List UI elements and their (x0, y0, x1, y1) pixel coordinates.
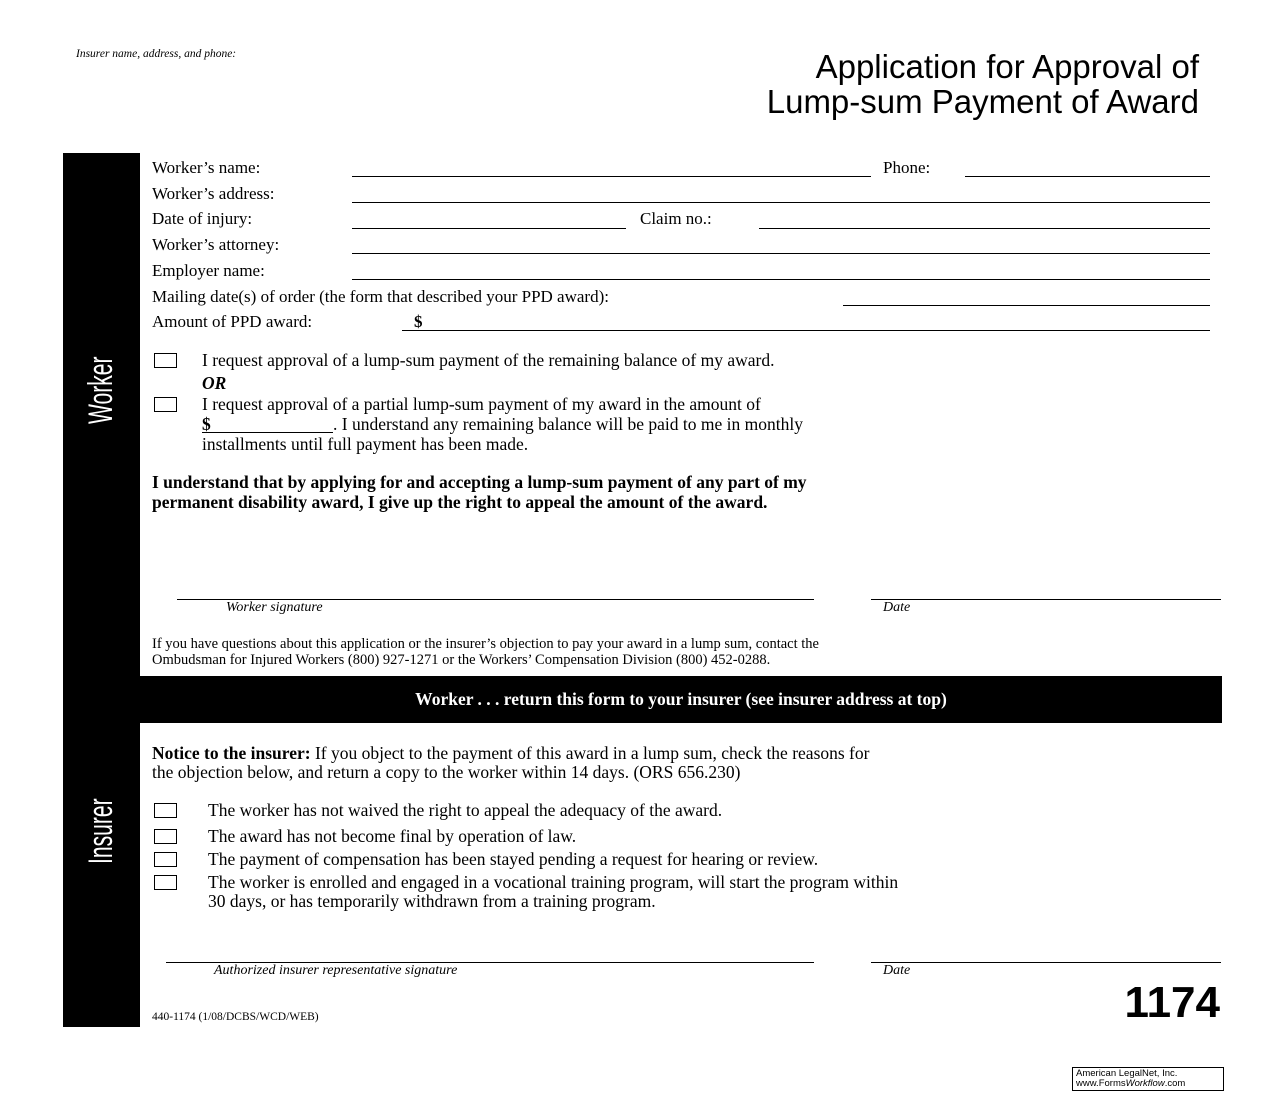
partial-lump-sum-option-line2: . I understand any remaining balance will be paid to me in monthly (333, 414, 803, 434)
or-separator: OR (202, 373, 227, 393)
acknowledgement-line1: I understand that by applying for and accepting a lump-sum payment of any part of my (152, 472, 807, 492)
insurer-caption: Insurer name, address, and phone: (76, 48, 237, 60)
insurer-notice-lead: Notice to the insurer: (152, 743, 311, 763)
worker-date-caption: Date (883, 600, 911, 615)
objection-item-4-line2: 30 days, or has temporarily withdrawn from a training program. (208, 891, 656, 911)
worker-signature-date-field[interactable] (871, 599, 1221, 600)
insurer-notice-line1 (152, 743, 869, 763)
phone-field[interactable] (965, 176, 1210, 177)
date-of-injury-label: Date of injury: (152, 209, 253, 228)
return-banner (140, 676, 1222, 723)
objection-checkbox-3[interactable] (154, 852, 177, 867)
partial-amount-dollar: $ (202, 414, 211, 434)
objection-item-2: The award has not become final by operation of law. (208, 826, 577, 846)
claim-no-field[interactable] (759, 228, 1210, 229)
contact-info-line2: Ombudsman for Injured Workers (800) 927-1271 or the Workers’ Compensation Division (800) 452-0288. (152, 652, 771, 668)
objection-item-4-line1: The worker is enrolled and engaged in a vocational training program, will start the program within (208, 872, 899, 892)
objection-item-1: The worker has not waived the right to appeal the adequacy of the award. (208, 800, 723, 820)
partial-amount-field[interactable] (202, 432, 333, 433)
ppd-amount-field[interactable] (402, 330, 1210, 331)
worker-address-field[interactable] (352, 202, 1210, 203)
worker-name-label: Worker’s name: (152, 158, 261, 177)
acknowledgement-line2: permanent disability award, I give up the right to appeal the amount of the award. (152, 492, 768, 512)
insurer-notice-text: If you object to the payment of this award in a lump sum, check the reasons for (310, 743, 870, 763)
partial-lump-sum-option-line1: I request approval of a partial lump-sum payment of my award in the amount of (202, 394, 761, 414)
partial-lump-sum-checkbox[interactable] (154, 397, 177, 412)
insurer-signature-date-field[interactable] (871, 962, 1221, 963)
objection-checkbox-1[interactable] (154, 803, 177, 818)
worker-signature-caption: Worker signature (226, 600, 323, 615)
mailing-date-label: Mailing date(s) of order (the form that described your PPD award): (152, 287, 609, 306)
insurer-signature-caption: Authorized insurer representative signature (214, 963, 458, 978)
partial-lump-sum-option-line3: installments until full payment has been made. (202, 434, 529, 454)
worker-attorney-label: Worker’s attorney: (152, 235, 280, 254)
form-number: 1174 (1124, 978, 1220, 1027)
phone-label: Phone: (883, 158, 931, 177)
worker-section-label: Worker (82, 356, 120, 424)
insurer-section-label: Insurer (82, 798, 120, 864)
ppd-amount-label: Amount of PPD award: (152, 312, 313, 331)
employer-name-label: Employer name: (152, 261, 265, 280)
worker-sidebar (63, 153, 140, 723)
claim-no-label: Claim no.: (640, 209, 712, 228)
worker-address-label: Worker’s address: (152, 184, 275, 203)
full-lump-sum-option: I request approval of a lump-sum payment of the remaining balance of my award. (202, 350, 775, 370)
insurer-date-caption: Date (883, 963, 911, 978)
date-of-injury-field[interactable] (352, 228, 626, 229)
vendor-stamp (1072, 1067, 1224, 1091)
insurer-notice-line2: the objection below, and return a copy to the worker within 14 days. (ORS 656.230) (152, 762, 741, 782)
ppd-dollar-sign: $ (414, 312, 423, 331)
form-title-line2: Lump-sum Payment of Award (766, 83, 1199, 120)
worker-name-field[interactable] (352, 176, 871, 177)
contact-info-line1: If you have questions about this application or the insurer’s objection to pay your award in a lump sum, contact the (152, 636, 819, 652)
vendor-name: American LegalNet, Inc. (1076, 1068, 1178, 1079)
vendor-url[interactable]: www.FormsWorkflow.com (1076, 1078, 1186, 1089)
employer-name-field[interactable] (352, 279, 1210, 280)
full-lump-sum-checkbox[interactable] (154, 353, 177, 368)
objection-item-3: The payment of compensation has been stayed pending a request for hearing or review. (208, 849, 819, 869)
form-title-line1: Application for Approval of (815, 48, 1199, 85)
objection-checkbox-4[interactable] (154, 875, 177, 890)
insurer-sidebar (63, 723, 140, 1027)
form-code: 440-1174 (1/08/DCBS/WCD/WEB) (152, 1011, 319, 1023)
return-banner-text: Worker . . . return this form to your insurer (see insurer address at top) (415, 689, 947, 709)
mailing-date-field[interactable] (843, 305, 1210, 306)
worker-attorney-field[interactable] (352, 253, 1210, 254)
objection-checkbox-2[interactable] (154, 829, 177, 844)
